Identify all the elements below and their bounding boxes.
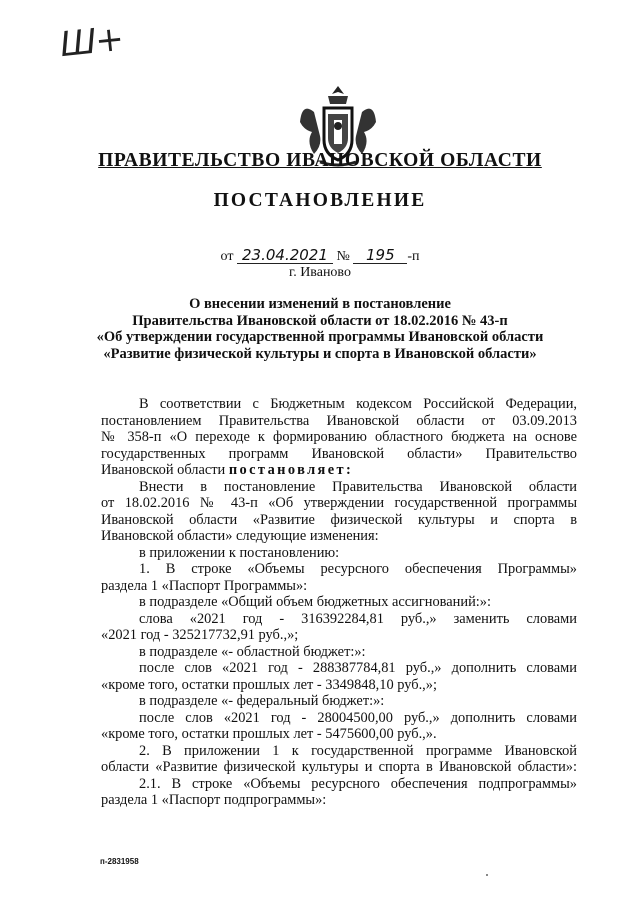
scan-artifact-dot <box>486 874 488 876</box>
document-heading <box>0 296 640 362</box>
body-line: в подразделе «- федеральный бюджет:»: <box>139 693 385 709</box>
date-prefix: от <box>220 249 234 264</box>
organization-title: ПРАВИТЕЛЬСТВО ИВАНОВСКОЙ ОБЛАСТИ <box>98 150 542 171</box>
body-line: области «Развитие физической культуры и спорта в Ивановской области»: <box>101 759 577 775</box>
body-line: после слов «2021 год - 28004500,00 руб.,» дополнить словами <box>139 709 577 726</box>
body-line: Ивановской области» следующие изменения: <box>101 528 379 544</box>
date-number-line <box>0 247 640 265</box>
body-line <box>101 462 577 479</box>
body-line: постановлением Правительства Ивановской области от 03.09.2013 <box>101 412 577 429</box>
body-line: 1. В строке «Объемы ресурсного обеспечения Программы» <box>139 561 577 577</box>
footer-document-code: п-2831958 <box>100 857 139 866</box>
document-body <box>101 396 577 809</box>
body-text-span: Ивановской области <box>101 462 226 478</box>
body-line: раздела 1 «Паспорт Программы»: <box>101 577 308 594</box>
city-label: г. Иваново <box>289 265 351 280</box>
body-line: В соответствии с Бюджетным кодексом Российской Федерации, <box>139 396 577 412</box>
body-line: в подразделе «Общий объем бюджетных ассигнований:»: <box>139 594 491 610</box>
body-line: Ивановской области «Развитие физической культуры и спорта в <box>101 511 577 528</box>
heading-line: «Развитие физической культуры и спорта в Ивановской области» <box>103 345 537 362</box>
body-line: № 358-п «О переходе к формированию областного бюджета на основе <box>101 429 577 445</box>
date-field: 23.04.2021 <box>237 247 333 264</box>
body-line: Внести в постановление Правительства Ивановской области <box>139 478 577 495</box>
number-sign: № <box>336 249 350 264</box>
body-line: слова «2021 год - 316392284,81 руб.,» заменить словами <box>139 610 577 627</box>
heading-line: «Об утверждении государственной программы Ивановской области <box>96 329 544 345</box>
handwritten-margin-note: Ш+ <box>58 18 125 66</box>
body-line: в подразделе «- областной бюджет:»: <box>139 643 366 660</box>
body-line: «кроме того, остатки прошлых лет - 5475600,00 руб.,». <box>101 726 437 742</box>
number-field: 195 <box>353 247 407 264</box>
number-suffix: -п <box>407 249 420 264</box>
heading-line: Правительства Ивановской области от 18.02.2016 № 43-п <box>132 312 508 329</box>
body-line: 2.1. В строке «Объемы ресурсного обеспечения подпрограммы» <box>139 775 577 792</box>
body-line: государственных программ Ивановской области» Правительство <box>101 445 577 462</box>
body-line: в приложении к постановлению: <box>139 544 340 561</box>
resolves-word: постановляет: <box>228 462 354 478</box>
body-line: «кроме того, остатки прошлых лет - 3349848,10 руб.,»; <box>101 676 437 693</box>
document-type: ПОСТАНОВЛЕНИЕ <box>213 190 427 211</box>
heading-line: О внесении изменений в постановление <box>189 296 451 312</box>
body-line: «2021 год - 325217732,91 руб.,»; <box>101 627 299 643</box>
body-line: после слов «2021 год - 288387784,81 руб.,» дополнить словами <box>139 660 577 676</box>
body-line: 2. В приложении 1 к государственной программе Ивановской <box>139 742 577 759</box>
body-line: раздела 1 «Паспорт подпрограммы»: <box>101 792 327 808</box>
body-line: от 18.02.2016 № 43-п «Об утверждении государственной программы <box>101 495 577 511</box>
